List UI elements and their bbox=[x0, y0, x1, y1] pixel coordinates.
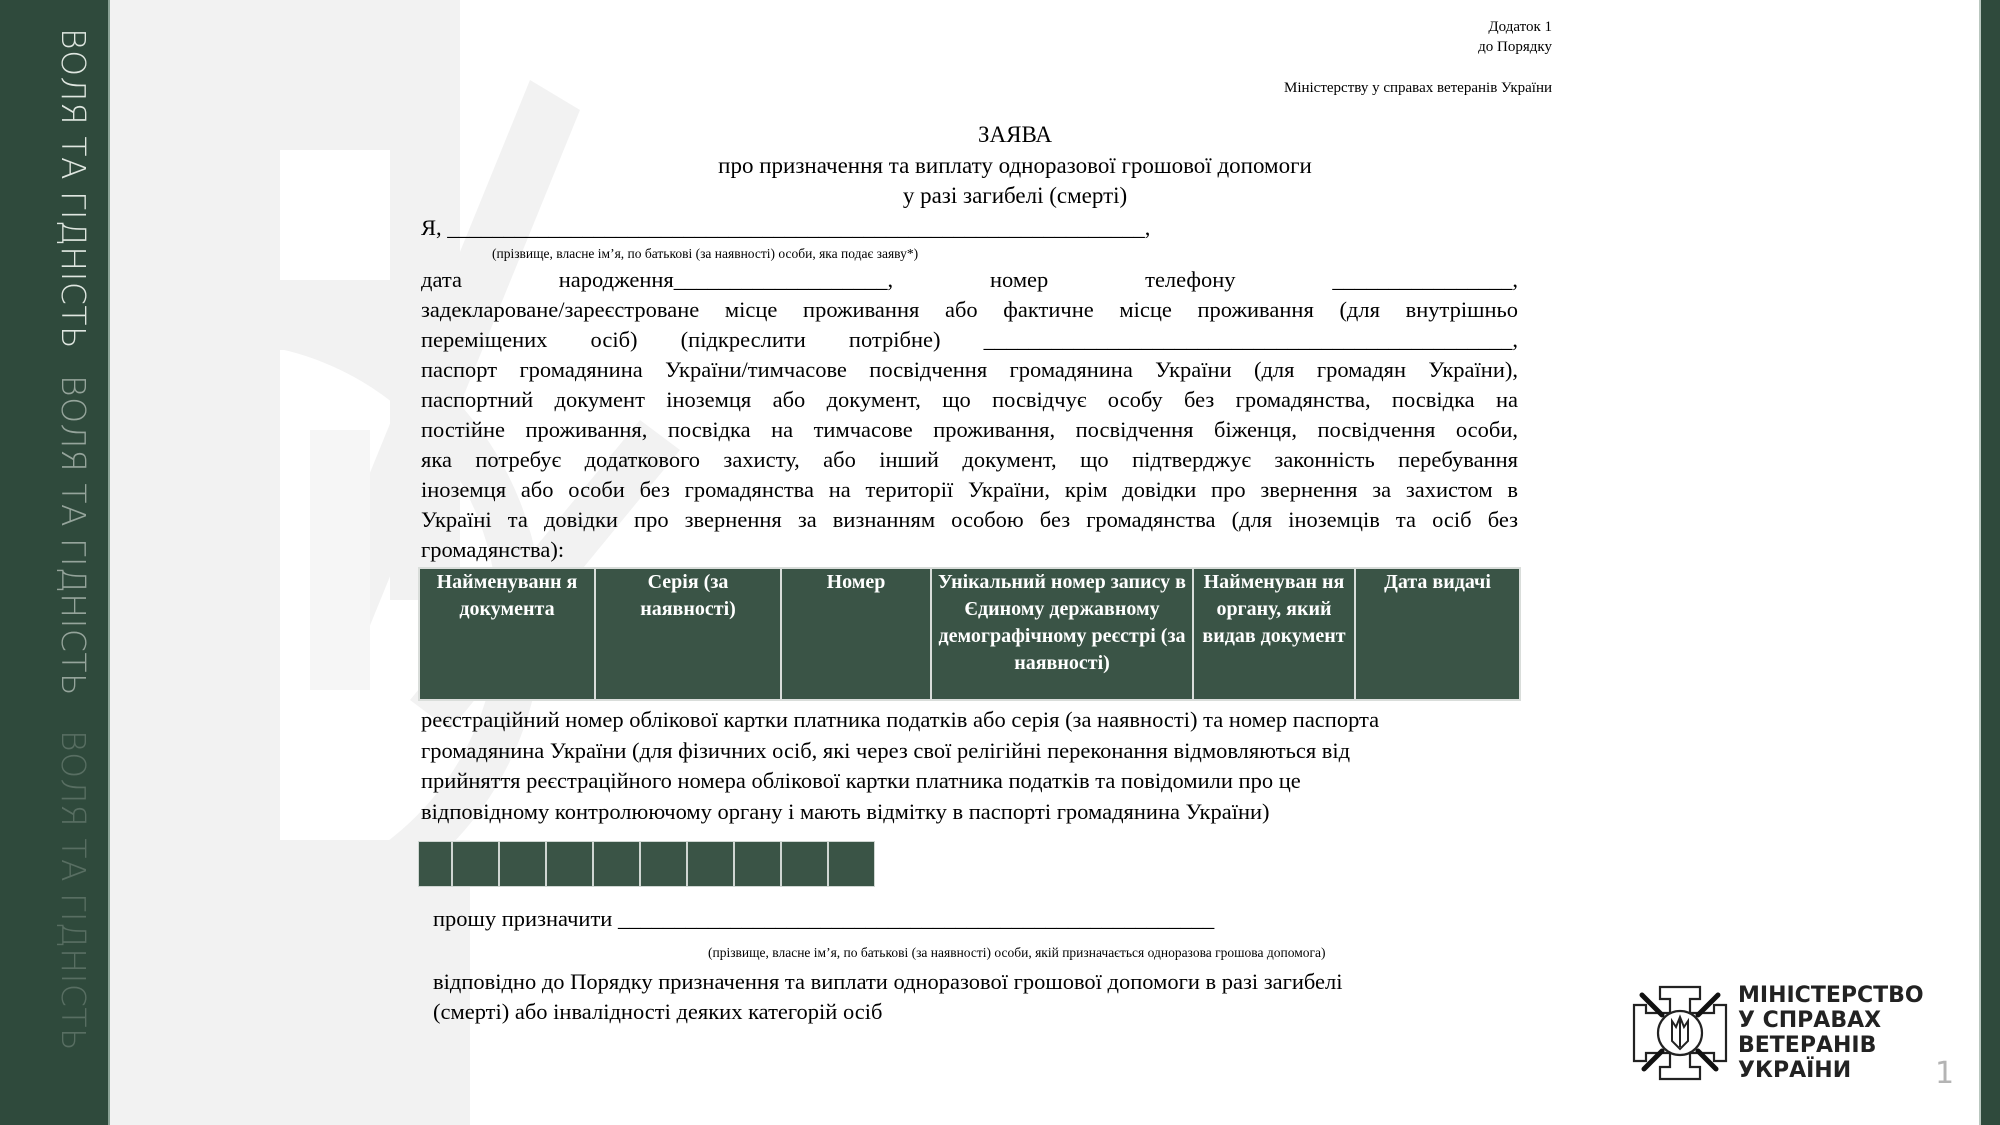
birth-label: дата bbox=[421, 267, 462, 292]
phone-field[interactable]: ________________, bbox=[1332, 267, 1518, 292]
applicant-details bbox=[421, 265, 1518, 565]
page-title: ЗАЯВА bbox=[978, 122, 1052, 147]
phone-label-2: телефону bbox=[1145, 267, 1236, 292]
tax-number-paragraph bbox=[421, 705, 1531, 827]
slogan-text: ВОЛЯ ТА ГІДНІСТЬ bbox=[54, 28, 93, 350]
request-field[interactable] bbox=[433, 906, 1214, 932]
recipient-hint: (прізвище, власне ім’я, по батькові (за наявності) особи, якій призначається одноразова грошова допомога) bbox=[708, 945, 1326, 960]
body-line: яка потребує додаткового захисту, або інший документ, що підтверджує законність перебування bbox=[421, 447, 1518, 472]
request-label: прошу призначити bbox=[433, 906, 613, 931]
logo-line: УКРАЇНИ bbox=[1738, 1058, 1852, 1083]
slogan-text: ВОЛЯ ТА ГІДНІСТЬ bbox=[54, 730, 93, 1052]
col-number: Номер bbox=[781, 568, 931, 700]
tax-line: громадянина України (для фізичних осіб, які через свої релігійні переконання відмовляються від bbox=[421, 737, 1351, 763]
birth-phone-row bbox=[421, 265, 1518, 295]
request-basis bbox=[433, 967, 1543, 1027]
tax-digit-box[interactable] bbox=[781, 841, 828, 887]
logo-line: ВЕТЕРАНІВ bbox=[1738, 1033, 1877, 1058]
col-unique-record-number: Унікальний номер запису в Єдиному державному демографічному реєстрі (за наявності) bbox=[931, 568, 1193, 700]
ministry-emblem-icon bbox=[1630, 983, 1730, 1083]
logo-line: МІНІСТЕРСТВО bbox=[1738, 983, 1924, 1008]
col-issue-date: Дата видачі bbox=[1355, 568, 1520, 700]
tax-digit-box[interactable] bbox=[546, 841, 593, 887]
col-issuing-authority: Найменуван ня органу, який видав документ bbox=[1193, 568, 1355, 700]
request-line: відповідно до Порядку призначення та виплати одноразової грошової допомоги в разі загибелі bbox=[433, 969, 1343, 994]
applicant-prefix: Я, bbox=[421, 215, 442, 240]
request-line: (смерті) або інвалідності деяких категорій осіб bbox=[433, 999, 883, 1024]
body-line: паспортний документ іноземця або документ, що посвідчує особу без громадянства, посвідка на bbox=[421, 387, 1518, 412]
tax-line: відповідному контролюючому органу і мають відмітку в паспорті громадянина України) bbox=[421, 798, 1270, 824]
tax-digit-box[interactable] bbox=[452, 841, 499, 887]
residence-field-line[interactable]: переміщених осіб) (підкреслити потрібне) _______________________________________________, bbox=[421, 327, 1518, 352]
annex-label: Додаток 1 bbox=[1488, 19, 1552, 35]
tax-digit-box[interactable] bbox=[687, 841, 734, 887]
col-series: Серія (за наявності) bbox=[595, 568, 781, 700]
tax-digit-box[interactable] bbox=[418, 841, 452, 887]
order-label: до Порядку bbox=[1478, 39, 1552, 55]
body-line: паспорт громадянина України/тимчасове посвідчення громадянина України (для громадян України), bbox=[421, 357, 1518, 382]
tax-line: реєстраційний номер облікової картки платника податків або серія (за наявності) та номер паспорта bbox=[421, 707, 1380, 732]
applicant-suffix: , bbox=[1144, 215, 1151, 240]
ministry-logo-text bbox=[1738, 983, 1924, 1083]
brand-sidebar bbox=[0, 0, 110, 1125]
tax-digit-box[interactable] bbox=[828, 841, 875, 887]
body-line: Україні та довідки про звернення за визнанням особою без громадянства (для іноземців та осіб без bbox=[421, 507, 1518, 532]
applicant-hint: (прізвище, власне ім’я, по батькові (за наявності) особи, яка подає заяву*) bbox=[492, 246, 919, 261]
body-line: задеклароване/зареєстроване місце проживання або фактичне місце проживання (для внутрішньо bbox=[421, 297, 1518, 322]
applicant-name-blank[interactable]: ______________________________________________________________ bbox=[447, 215, 1145, 240]
addressee: Міністерству у справах ветеранів України bbox=[1283, 80, 1552, 96]
title-line-1: про призначення та виплату одноразової грошової допомоги bbox=[718, 153, 1312, 178]
col-document-name: Найменуванн я документа bbox=[419, 568, 595, 700]
recipient-name-blank[interactable]: _____________________________________________________ bbox=[617, 906, 1215, 931]
identity-document-table bbox=[418, 567, 1521, 701]
phone-label-1: номер bbox=[989, 267, 1049, 292]
tax-digit-box[interactable] bbox=[640, 841, 687, 887]
tax-digit-box[interactable] bbox=[734, 841, 781, 887]
tax-number-boxes bbox=[418, 841, 875, 887]
logo-line: У СПРАВАХ bbox=[1738, 1008, 1882, 1033]
tax-digit-box[interactable] bbox=[593, 841, 640, 887]
table-header-row bbox=[419, 568, 1520, 700]
page-number: 1 bbox=[1935, 1056, 1955, 1091]
slogan-text: ВОЛЯ ТА ГІДНІСТЬ bbox=[54, 375, 93, 697]
body-line: постійне проживання, посвідка на тимчасове проживання, посвідчення біженця, посвідчення особи, bbox=[421, 417, 1518, 442]
tax-line: прийняття реєстраційного номера облікової картки платника податків та повідомили про це bbox=[421, 768, 1301, 793]
body-line: громадянства): bbox=[421, 537, 565, 562]
body-line: іноземця або особи без громадянства на території України, крім довідки про звернення за захистом в bbox=[421, 477, 1518, 502]
title-line-2: у разі загибелі (смерті) bbox=[902, 183, 1128, 208]
brand-right-bar bbox=[1979, 0, 2000, 1125]
birth-date-field[interactable]: народження___________________, bbox=[558, 267, 894, 292]
tax-digit-box[interactable] bbox=[499, 841, 546, 887]
applicant-field[interactable] bbox=[421, 215, 1150, 241]
